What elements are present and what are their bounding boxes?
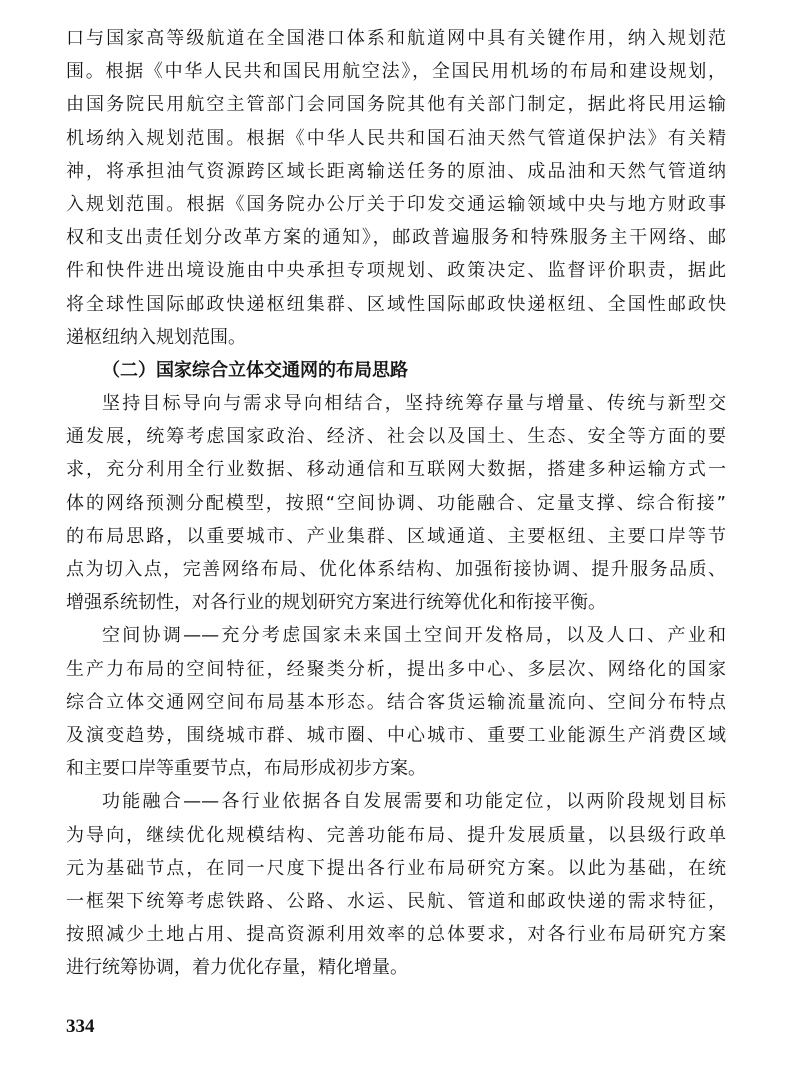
text-line: 功能融合——各行业依据各自发展需要和功能定位，以两阶段规划目标: [102, 791, 726, 813]
text-line: 入规划范围。根据《国务院办公厅关于印发交通运输领域中央与地方财政事: [66, 193, 726, 215]
text-line: 空间协调——充分考虑国家未来国土空间开发格局，以及人口、产业和: [102, 625, 726, 647]
text-line: 按照减少土地占用、提高资源利用效率的总体要求，对各行业布局研究方案: [66, 924, 726, 946]
text-line: 元为基础节点，在同一尺度下提出各行业布局研究方案。以此为基础，在统: [66, 857, 726, 879]
text-line: 件和快件进出境设施由中央承担专项规划、政策决定、监督评价职责，据此: [66, 260, 726, 282]
text-line: 的布局思路，以重要城市、产业集群、区域通道、主要枢纽、主要口岸等节: [66, 525, 726, 547]
text-line: 综合立体交通网空间布局基本形态。结合客货运输流量流向、空间分布特点: [66, 691, 726, 713]
text-line: 由国务院民用航空主管部门会同国务院其他有关部门制定，据此将民用运输: [66, 94, 726, 116]
text-line: 为导向，继续优化规模结构、完善功能布局、提升发展质量，以县级行政单: [66, 824, 726, 846]
text-line: 增强系统韧性，对各行业的规划研究方案进行统筹优化和衔接平衡。: [66, 592, 606, 614]
text-line: 神，将承担油气资源跨区域长距离输送任务的原油、成品油和天然气管道纳: [66, 160, 726, 182]
body-text: [66, 22, 726, 984]
text-line: 一框架下统筹考虑铁路、公路、水运、民航、管道和邮政快递的需求特征，: [66, 890, 726, 912]
text-line: 生产力布局的空间特征，经聚类分析，提出多中心、多层次、网络化的国家: [66, 658, 726, 680]
text-line: 体的网络预测分配模型，按照“空间协调、功能融合、定量支撑、综合衔接”: [66, 492, 726, 514]
text-line: 口与国家高等级航道在全国港口体系和航道网中具有关键作用，纳入规划范: [66, 28, 726, 49]
text-line: 求，充分利用全行业数据、移动通信和互联网大数据，搭建多种运输方式一: [66, 459, 726, 481]
text-line: 机场纳入规划范围。根据《中华人民共和国石油天然气管道保护法》有关精: [66, 127, 726, 149]
text-line: 递枢纽纳入规划范围。: [66, 326, 246, 348]
text-line: 坚持目标导向与需求导向相结合，坚持统筹存量与增量、传统与新型交: [102, 393, 726, 415]
page-number: 334: [66, 1016, 95, 1037]
text-line: 和主要口岸等重要节点，布局形成初步方案。: [66, 758, 426, 780]
text-line: 通发展，统筹考虑国家政治、经济、社会以及国土、生态、安全等方面的要: [66, 426, 726, 448]
text-line: 点为切入点，完善网络布局、优化体系结构、加强衔接协调、提升服务品质、: [66, 559, 726, 580]
text-line: 将全球性国际邮政快递枢纽集群、区域性国际邮政快递枢纽、全国性邮政快: [66, 293, 726, 315]
text-line: 权和支出责任划分改革方案的通知》，邮政普遍服务和特殊服务主干网络、邮: [66, 227, 726, 249]
section-heading: （二）国家综合立体交通网的布局思路: [102, 359, 408, 381]
text-line: 及演变趋势，围绕城市群、城市圈、中心城市、重要工业能源生产消费区域: [66, 724, 726, 746]
text-line: 围。根据《中华人民共和国民用航空法》，全国民用机场的布局和建设规划，: [66, 61, 726, 83]
text-line: 进行统筹协调，着力优化存量，精化增量。: [66, 957, 408, 979]
